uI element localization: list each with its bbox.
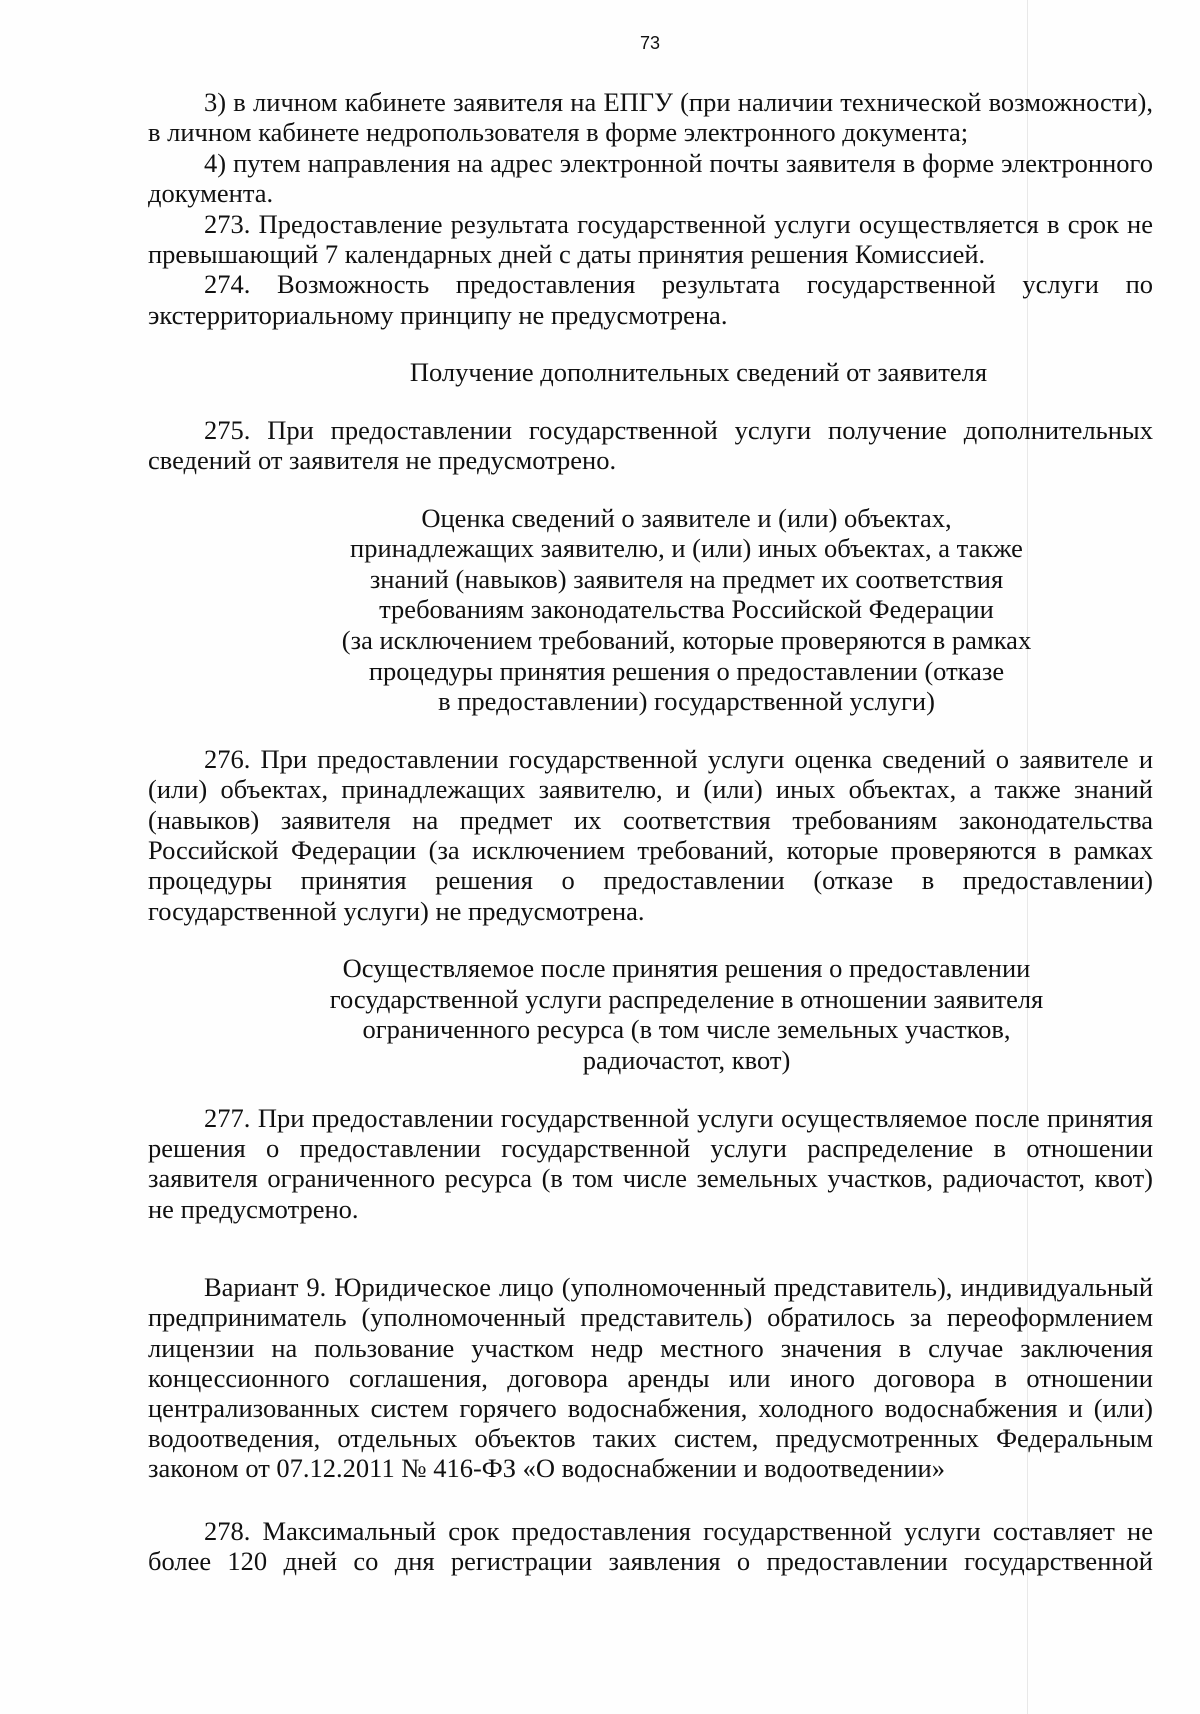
section-heading-assessment: Оценка сведений о заявителе и (или) объектах, принадлежащих заявителю, и (или) иных объектах, а также знаний (навыков) заявителя на предмет их соответствия требованиям законодательства Российской Федерации (за исключением требований, которые проверяются в рамках процедуры принятия решения о предоставлении (отказе в предоставлении) государственной услуги) [341, 502, 1032, 717]
paragraph-item-3: 3) в личном кабинете заявителя на ЕПГУ (при наличии технической возможности), в личном кабинете недропользователя в форме электронного документа; [148, 87, 1153, 148]
paragraph-276: 276. При предоставлении государственной услуги оценка сведений о заявителе и (или) объектах, принадлежащих заявителю, и (или) иных объектах, а также знаний (навыков) заявителя на предмет их соответствия требованиям законодательства Российской Федерации (за исключением требований, которые проверяются в рамках процедуры принятия решения о предоставлении (отказе в предоставлении) государственной услуги) не предусмотрена. [148, 743, 1153, 926]
paragraph-277: 277. При предоставлении государственной услуги осуществляемое после принятия решения о предоставлении государственной услуги распределение в отношении заявителя ограниченного ресурса (в том числе земельных участков, радиочастот, квот) не предусмотрено. [148, 1102, 1153, 1224]
page-number: 73 [639, 33, 661, 53]
section-heading-additional-info: Получение дополнительных сведений от заявителя [409, 357, 988, 388]
paragraph-274: 274. Возможность предоставления результата государственной услуги по экстерриториальному принципу не предусмотрена. [148, 269, 1153, 330]
paragraph-275: 275. При предоставлении государственной услуги получение дополнительных сведений от заявителя не предусмотрено. [148, 414, 1153, 476]
document-body [148, 87, 1153, 1576]
paragraph-278: 278. Максимальный срок предоставления государственной услуги составляет не более 120 дней со дня регистрации заявления о предоставлении государственной [148, 1515, 1153, 1577]
section-heading-resource-distribution: Осуществляемое после принятия решения о предоставлении государственной услуги распределение в отношении заявителя ограниченного ресурса (в том числе земельных участков, радиочастот, квот) [329, 953, 1044, 1076]
paragraph-273: 273. Предоставление результата государственной услуги осуществляется в срок не превышающий 7 календарных дней с даты принятия решения Комиссией. [148, 208, 1153, 270]
paragraph-item-4: 4) путем направления на адрес электронной почты заявителя в форме электронного документа. [148, 147, 1153, 209]
section-heading-variant-9: Вариант 9. Юридическое лицо (уполномоченный представитель), индивидуальный предприниматель (уполномоченный представитель) обратилось за переоформлением лицензии на пользование участком недр местного значения в случае заключения концессионного соглашения, договора аренды или иного договора в отношении централизованных систем горячего водоснабжения, холодного водоснабжения и (или) водоотведения, отдельных объектов таких систем, предусмотренных Федеральным законом от 07.12.2011 № 416-ФЗ «О водоснабжении и водоотведении» [148, 1272, 1153, 1484]
